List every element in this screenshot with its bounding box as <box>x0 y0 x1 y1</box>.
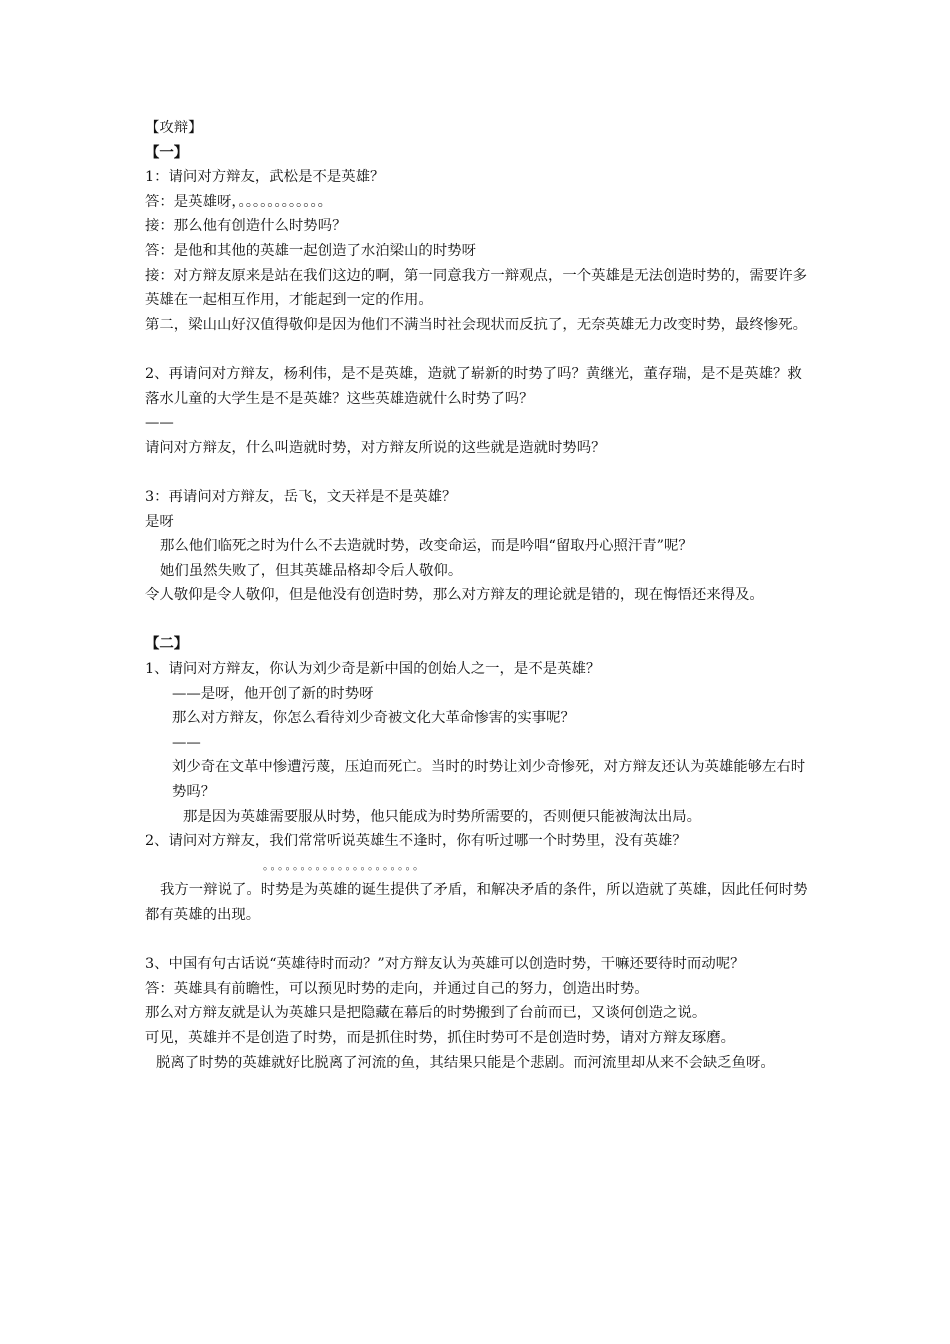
follow-up: 脱离了时势的英雄就好比脱离了河流的鱼，其结果只能是个悲剧。而河流里却从来不会缺乏鱼呀。 <box>156 1054 775 1071</box>
follow-up: 令人敬仰是令人敬仰，但是他没有创造时势，那么对方辩友的理论就是错的，现在悔悟还来得及。 <box>145 587 764 604</box>
follow-up: 那么对方辩友，你怎么看待刘少奇被文化大革命惨害的实事呢？ <box>172 710 575 727</box>
document-body <box>145 116 810 1075</box>
blank-line <box>145 337 810 362</box>
blank-line <box>145 608 810 633</box>
section-title: 【二】 <box>145 635 189 653</box>
answer: 是呀 <box>145 513 174 530</box>
question: 1：请问对方辩友，武松是不是英雄？ <box>145 169 385 186</box>
blank-line <box>145 460 810 485</box>
follow-up: 接：对方辩友原来是站在我们这边的啊，第一同意我方一辩观点，一个英雄是无法创造时势的，需要许多英雄在一起相互作用，才能起到一定的作用。 <box>145 267 807 309</box>
question: 1、请问对方辩友，你认为刘少奇是新中国的创始人之一，是不是英雄？ <box>145 661 601 678</box>
ellipsis-line: 。。。。。。。。。。。。。。。。。。。。。 <box>263 858 426 872</box>
answer: 答：英雄具有前瞻性，可以预见时势的走向，并通过自己的努力，创造出时势。 <box>145 980 649 997</box>
answer: ——是呀，他开创了新的时势呀 <box>172 685 374 702</box>
question: 2、请问对方辩友，我们常常听说英雄生不逢时，你有听过哪一个时势里，没有英雄？ <box>145 833 687 850</box>
dash-line: —— <box>172 734 201 751</box>
dash-line: —— <box>145 415 174 432</box>
follow-up: 可见，英雄并不是创造了时势，而是抓住时势，抓住时势可不是创造时势，请对方辩友琢磨。 <box>145 1029 736 1046</box>
follow-up: 我方一辩说了。时势是为英雄的诞生提供了矛盾，和解决矛盾的条件，所以造就了英雄，因此任何时势都有英雄的出现。 <box>145 882 808 923</box>
section-title: 【一】 <box>145 143 189 161</box>
follow-up: 她们虽然失败了，但其英雄品格却令后人敬仰。 <box>160 562 463 579</box>
follow-up: 刘少奇在文革中惨遭污蔑，压迫而死亡。当时的时势让刘少奇惨死，对方辩友还认为英雄能够左右时势吗？ <box>172 759 806 801</box>
document-heading: 【攻辩】 <box>145 120 203 136</box>
follow-up: 那么他们临死之时为什么不去造就时势，改变命运，而是吟唱“留取丹心照汗青”呢？ <box>160 538 693 555</box>
question: 3、中国有句古话说“英雄待时而动？”对方辩友认为英雄可以创造时势，干嘛还要待时而动呢？ <box>145 956 745 973</box>
follow-up: 那么对方辩友就是认为英雄只是把隐藏在幕后的时势搬到了台前而已，又谈何创造之说。 <box>145 1005 707 1022</box>
question: 3：再请问对方辩友，岳飞，文天祥是不是英雄？ <box>145 488 457 505</box>
follow-up: 第二，梁山山好汉值得敬仰是因为他们不满当时社会现状而反抗了，无奈英雄无力改变时势，最终惨死。 <box>145 316 807 333</box>
follow-up: 那是因为英雄需要服从时势，他只能成为时势所需要的，否则便只能被淘汰出局。 <box>183 808 702 825</box>
follow-up: 接：那么他有创造什么时势吗？ <box>145 218 347 235</box>
answer: 答：是英雄呀，。。。。。。。。。。。。 <box>145 193 333 210</box>
question: 请问对方辩友，什么叫造就时势，对方辩友所说的这些就是造就时势吗？ <box>145 439 606 456</box>
answer: 答：是他和其他的英雄一起创造了水泊梁山的时势呀 <box>145 242 476 259</box>
question: 2、再请问对方辩友，杨利伟，是不是英雄，造就了崭新的时势了吗？黄继光，董存瑞，是不是英雄？救落水儿童的大学生是不是英雄？这些英雄造就什么时势了吗？ <box>145 365 802 407</box>
blank-line <box>145 928 810 953</box>
